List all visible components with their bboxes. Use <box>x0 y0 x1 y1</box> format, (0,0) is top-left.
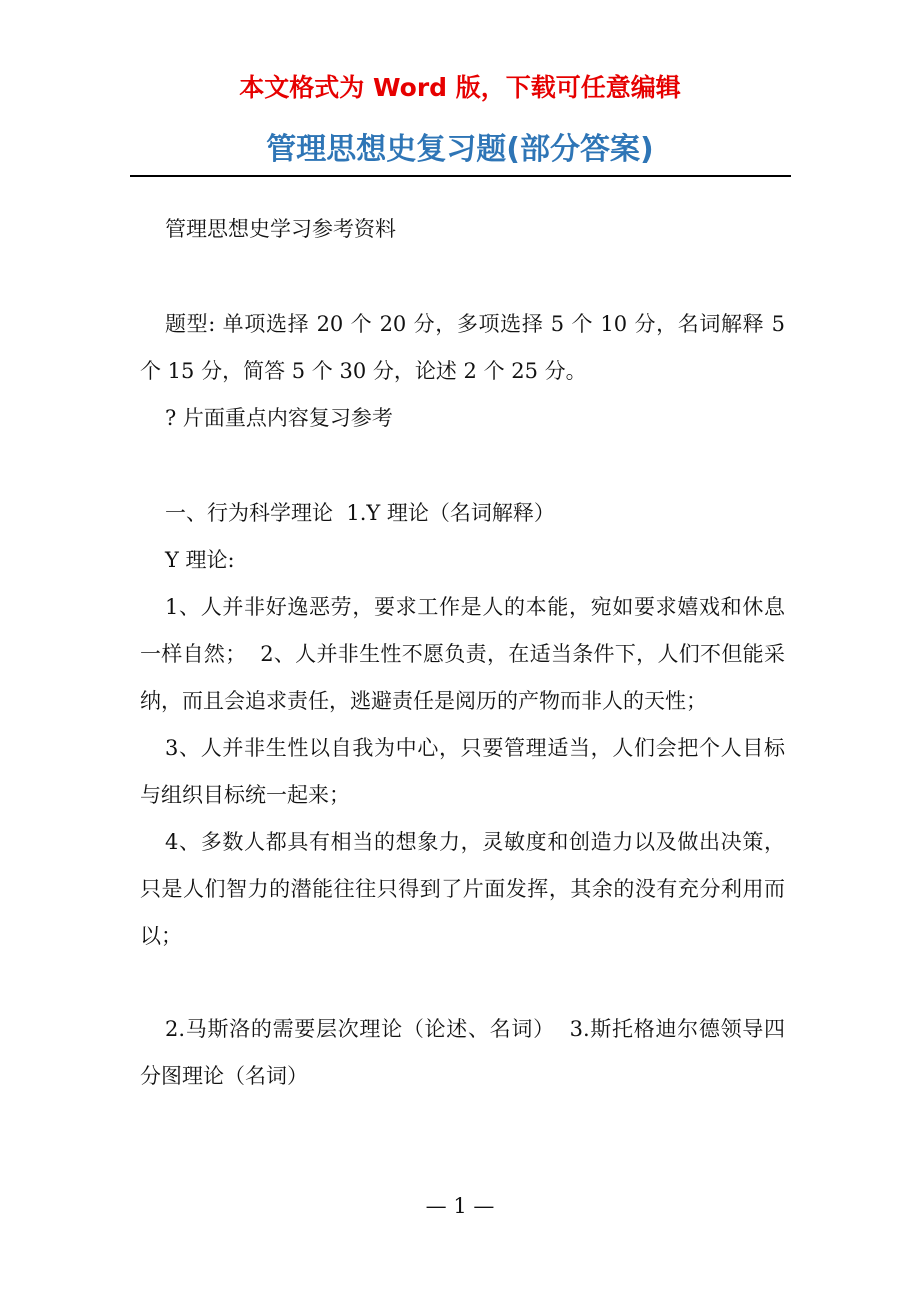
spacer <box>140 442 785 490</box>
subtitle: 管理思想史学习参考资料 <box>165 217 396 241</box>
y-theory-label: Y 理论: <box>165 548 235 572</box>
point-3: 3、人并非生性以自我为中心，只要管理适当，人们会把个人目标与组织目标统一起来； <box>140 736 785 807</box>
spacer <box>140 253 785 301</box>
point-4: 4、多数人都具有相当的想象力，灵敏度和创造力以及做出决策，只是人们智力的潜能往往只得到了片面发挥，其余的没有充分利用而以； <box>140 830 785 948</box>
document-title: 管理思想史复习题(部分答案) <box>266 132 654 167</box>
review-note: ? 片面重点内容复习参考 <box>165 406 393 430</box>
point-1-2: 1、人并非好逸恶劳，要求工作是人的本能，宛如要求嬉戏和休息一样自然； 2、人并非生性不愿负责，在适当条件下，人们不但能采纳，而且会追求责任，逃避责任是阅历的产物而非人的天性； <box>140 595 785 713</box>
section-heading: 一、行为科学理论 1.Y 理论（名词解释） <box>165 501 555 525</box>
document-body <box>140 206 792 1100</box>
title-divider <box>130 175 791 177</box>
format-banner: 本文格式为 Word 版，下载可任意编辑 <box>239 73 681 102</box>
items-2-3: 2.马斯洛的需要层次理论（论述、名词） 3.斯托格迪尔德领导四分图理论（名词） <box>140 1017 785 1088</box>
exam-format-paragraph: 题型: 单项选择 20 个 20 分，多项选择 5 个 10 分，名词解释 5 个 15 分，简答 5 个 30 分，论述 2 个 25 分。 <box>140 312 792 383</box>
page-number: — 1 — <box>425 1194 495 1218</box>
spacer <box>140 960 785 1006</box>
